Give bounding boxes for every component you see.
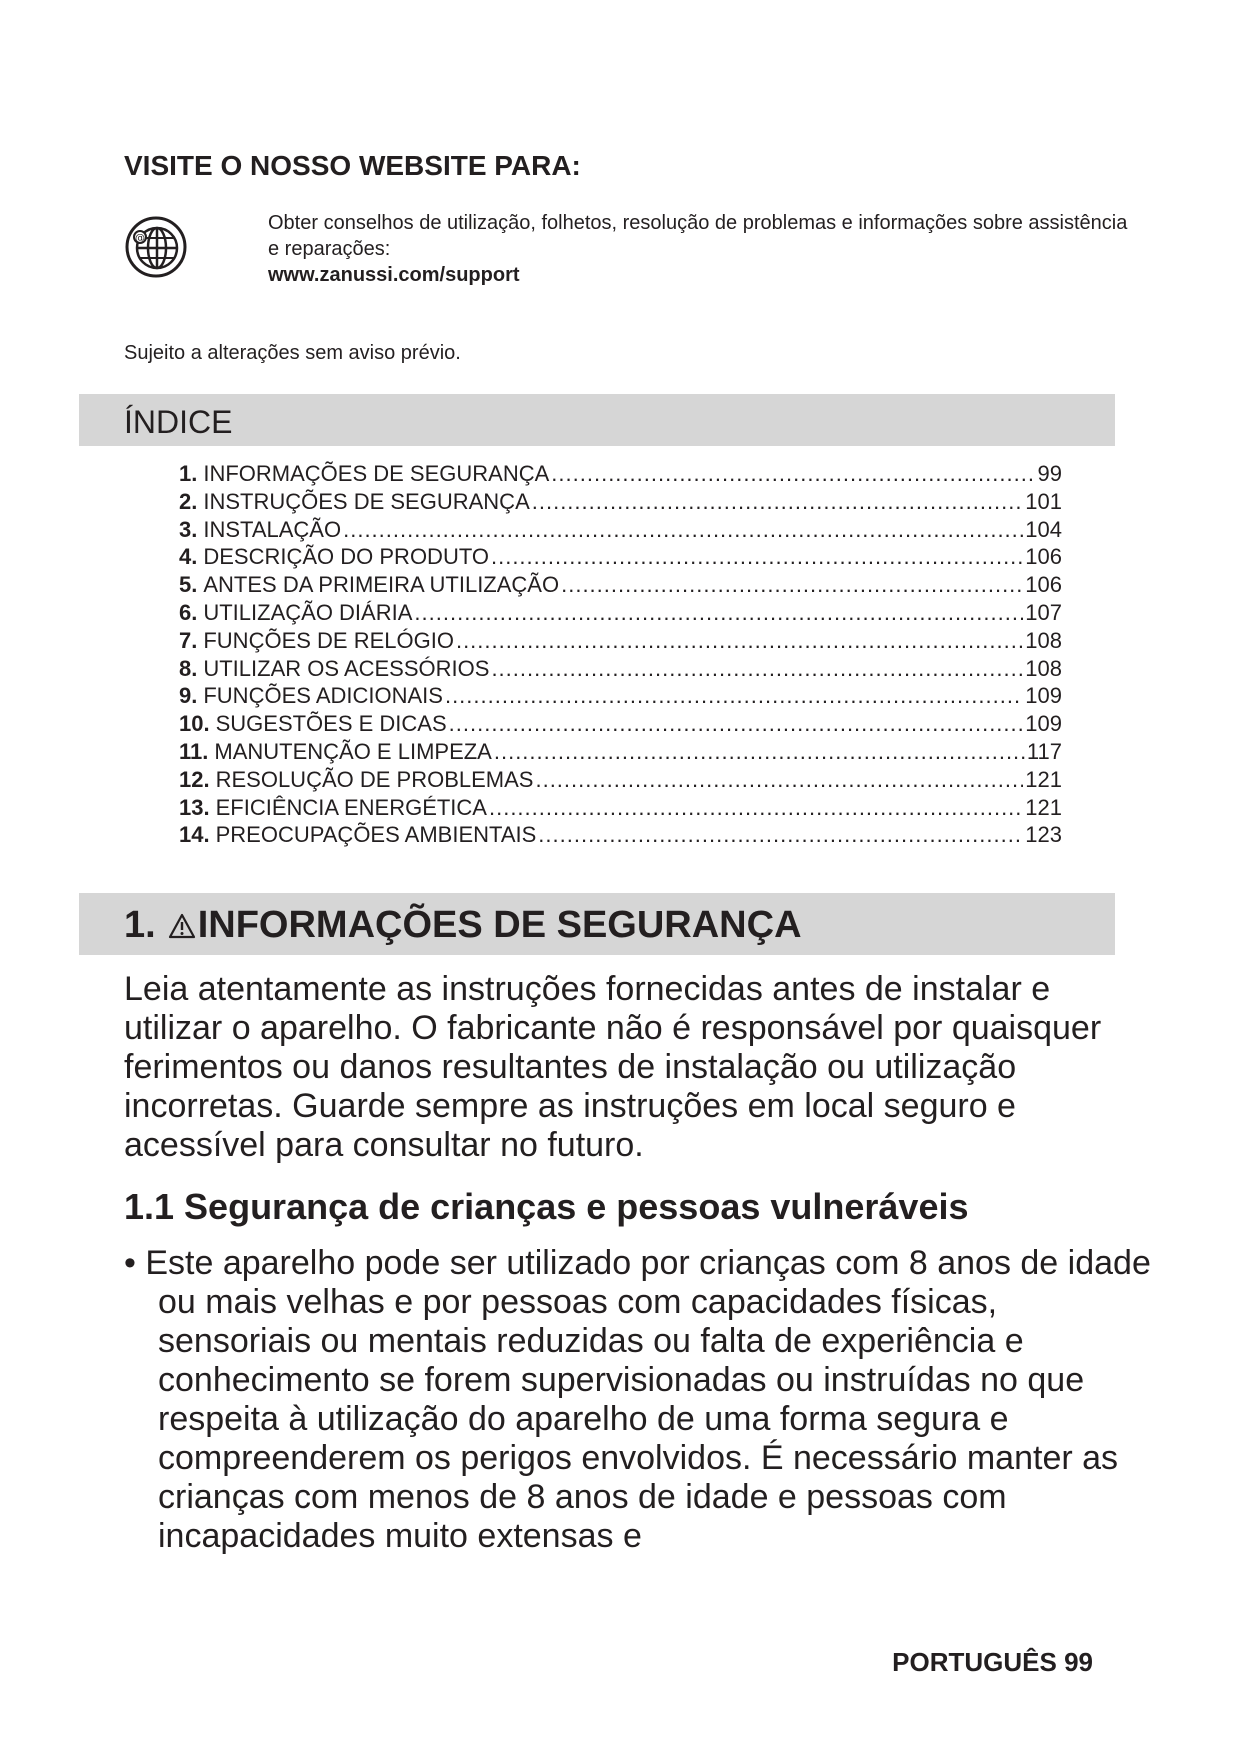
- toc-leader-dots: [491, 543, 1023, 571]
- toc-item-page: 106: [1025, 544, 1062, 570]
- index-title: ÍNDICE: [124, 404, 233, 440]
- toc-item[interactable]: [179, 599, 1062, 627]
- page-footer: PORTUGUÊS 99: [892, 1647, 1093, 1677]
- toc-item[interactable]: [179, 488, 1062, 516]
- toc-item-label: INSTALAÇÃO: [203, 516, 342, 542]
- toc-item-page: 117: [1026, 738, 1062, 764]
- toc-item-number: 8.: [179, 655, 198, 681]
- website-description: [268, 210, 1128, 288]
- intro-paragraph: Leia atentamente as instruções fornecidas antes de instalar e utilizar o aparelho. O fabricante não é responsável por quaisquer ferimentos ou danos resultantes de instalação ou utilização incorretas. Guarde sempre as instruções em local seguro e acessível para consultar no futuro.: [124, 970, 1102, 1164]
- toc-item-page: 107: [1025, 599, 1062, 625]
- toc-item[interactable]: [179, 460, 1062, 488]
- toc-item[interactable]: [179, 516, 1062, 544]
- toc-item-page: 104: [1025, 516, 1062, 542]
- toc-leader-dots: [489, 794, 1023, 822]
- toc-item[interactable]: [179, 627, 1062, 655]
- warning-triangle-icon: [168, 913, 196, 939]
- toc-leader-dots: [414, 599, 1023, 627]
- website-heading: VISITE O NOSSO WEBSITE PARA:: [124, 150, 581, 181]
- toc-item[interactable]: [179, 738, 1062, 766]
- toc-item-label: SUGESTÕES E DICAS: [215, 711, 447, 737]
- support-link[interactable]: www.zanussi.com/support: [268, 264, 520, 286]
- toc-item-number: 2.: [179, 488, 198, 514]
- toc-item[interactable]: [179, 766, 1062, 794]
- toc-item-number: 4.: [179, 544, 198, 570]
- toc-item-page: 99: [1037, 461, 1062, 486]
- toc-item-label: INFORMAÇÕES DE SEGURANÇA: [203, 461, 550, 486]
- toc-item-number: 1.: [179, 461, 198, 486]
- subsection-title: 1.1 Segurança de crianças e pessoas vulneráveis: [124, 1186, 969, 1227]
- toc-item-number: 13.: [179, 794, 210, 820]
- toc-item-page: 108: [1025, 655, 1062, 681]
- toc-item-number: 12.: [179, 766, 210, 792]
- change-notice: Sujeito a alterações sem aviso prévio.: [124, 342, 461, 364]
- toc-leader-dots: [449, 710, 1024, 738]
- toc-item-page: 123: [1025, 822, 1062, 848]
- toc-item-page: 106: [1025, 572, 1062, 598]
- toc-leader-dots: [535, 766, 1023, 794]
- toc-leader-dots: [561, 571, 1023, 599]
- toc-item-label: ANTES DA PRIMEIRA UTILIZAÇÃO: [203, 572, 560, 598]
- website-text: Obter conselhos de utilização, folhetos, resolução de problemas e informações sobre assistência e reparações:: [268, 212, 1128, 260]
- toc-item-number: 5.: [179, 572, 198, 598]
- toc-item-number: 11.: [179, 738, 209, 764]
- globe-web-icon: [124, 215, 188, 279]
- toc-item-label: FUNÇÕES ADICIONAIS: [203, 683, 443, 709]
- toc-item-page: 121: [1025, 766, 1062, 792]
- toc-item-page: 109: [1025, 683, 1062, 709]
- svg-text:@: @: [135, 233, 145, 244]
- section-header: [79, 893, 1115, 955]
- toc-item-number: 9.: [179, 683, 198, 709]
- toc-item-number: 3.: [179, 516, 198, 542]
- toc-item-label: INSTRUÇÕES DE SEGURANÇA: [203, 488, 530, 514]
- table-of-contents: [179, 460, 1062, 849]
- section-title: [124, 904, 802, 947]
- toc-item-label: UTILIZAR OS ACESSÓRIOS: [203, 655, 490, 681]
- toc-item[interactable]: [179, 794, 1062, 822]
- toc-item-label: MANUTENÇÃO E LIMPEZA: [214, 738, 492, 764]
- toc-item[interactable]: [179, 821, 1062, 849]
- index-header: [79, 394, 1115, 446]
- toc-item[interactable]: [179, 710, 1062, 738]
- toc-item-page: 121: [1025, 794, 1062, 820]
- toc-leader-dots: [532, 488, 1024, 516]
- toc-item-label: PREOCUPAÇÕES AMBIENTAIS: [215, 822, 537, 848]
- toc-item-number: 6.: [179, 599, 198, 625]
- toc-leader-dots: [343, 516, 1023, 544]
- toc-item-page: 109: [1025, 711, 1062, 737]
- toc-item-number: 10.: [179, 711, 210, 737]
- toc-leader-dots: [538, 821, 1023, 849]
- toc-item-label: RESOLUÇÃO DE PROBLEMAS: [215, 766, 534, 792]
- toc-item-label: DESCRIÇÃO DO PRODUTO: [203, 544, 489, 570]
- toc-item-label: EFICIÊNCIA ENERGÉTICA: [215, 794, 487, 820]
- toc-item[interactable]: [179, 682, 1062, 710]
- toc-leader-dots: [491, 655, 1023, 683]
- toc-item[interactable]: [179, 655, 1062, 683]
- toc-item-number: 7.: [179, 627, 198, 653]
- section-number: 1.: [124, 904, 156, 946]
- toc-item-page: 101: [1025, 488, 1062, 514]
- toc-item[interactable]: [179, 543, 1062, 571]
- toc-leader-dots: [494, 738, 1025, 766]
- toc-item-number: 14.: [179, 822, 210, 848]
- toc-item-page: 108: [1025, 627, 1062, 653]
- toc-item[interactable]: [179, 571, 1062, 599]
- toc-leader-dots: [445, 682, 1023, 710]
- toc-item-label: UTILIZAÇÃO DIÁRIA: [203, 599, 413, 625]
- toc-leader-dots: [551, 460, 1035, 488]
- section-title-text: INFORMAÇÕES DE SEGURANÇA: [197, 904, 802, 946]
- bullet-paragraph: • Este aparelho pode ser utilizado por crianças com 8 anos de idade ou mais velhas e por pessoas com capacidades físicas, sensoriais ou mentais reduzidas ou falta de experiência e conhecimento se forem supervisionadas ou instruídas no que respeita à utilização do aparelho de uma forma segura e compreenderem os perigos envolvidos. É necessário manter as crianças com menos de 8 anos de idade e pessoas com incapacidades muito extensas e: [124, 1244, 1151, 1555]
- toc-item-label: FUNÇÕES DE RELÓGIO: [203, 627, 454, 653]
- toc-leader-dots: [456, 627, 1023, 655]
